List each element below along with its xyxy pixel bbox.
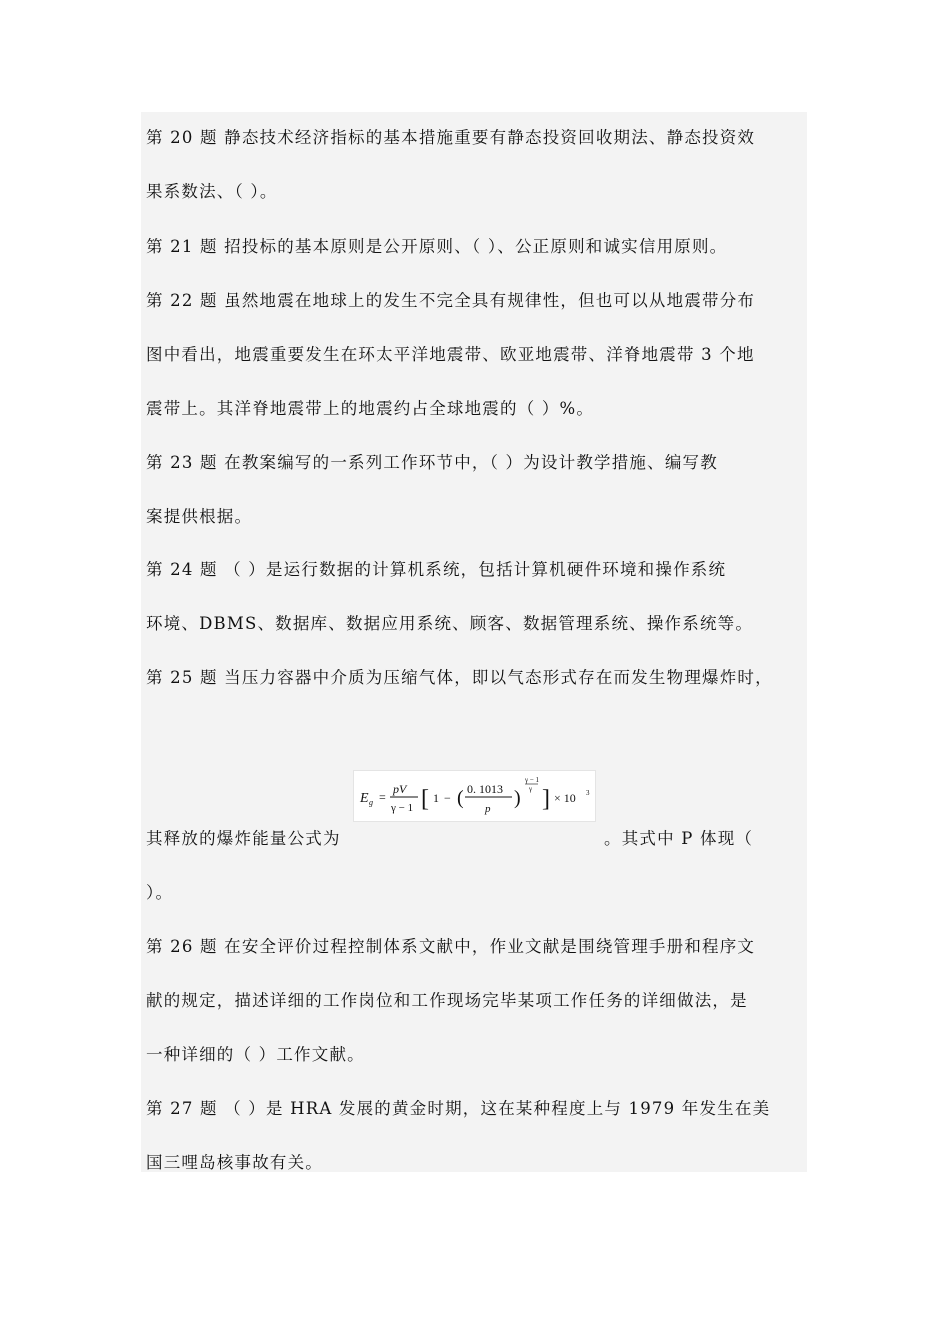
q26-line-2: 献的规定，描述详细的工作岗位和工作现场完毕某项工作任务的详细做法，是	[146, 991, 748, 1010]
q27-line-1: 第 27 题 （ ）是 HRA 发展的黄金时期，这在某种程度上与 1979 年发生在美	[146, 1099, 771, 1118]
formula-exponent: γ − 1	[525, 776, 540, 784]
q26-line-1: 第 26 题 在安全评价过程控制体系文献中，作业文献是围绕管理手册和程序文	[146, 937, 756, 956]
formula-numerator: pV	[393, 782, 407, 796]
q20-line-1: 第 20 题 静态技术经济指标的基本措施重要有静态投资回收期法、静态投资效	[146, 128, 756, 147]
formula-left-paren: (	[457, 787, 464, 809]
formula-denominator: γ − 1	[391, 802, 414, 814]
formula-minus: −	[444, 791, 451, 805]
formula-left-bracket: [	[421, 786, 429, 812]
content-panel	[141, 112, 807, 1172]
q24-line-1: 第 24 题 （ ）是运行数据的计算机系统，包括计算机硬件环境和操作系统	[146, 560, 727, 579]
q25-line-3: ）。	[146, 883, 174, 902]
formula-one: 1	[433, 791, 439, 805]
q23-line-2: 案提供根据。	[146, 507, 253, 526]
q24-line-2: 环境、DBMS、数据库、数据应用系统、顾客、数据管理系统、操作系统等。	[146, 614, 754, 633]
q25-line-2-left: 其释放的爆炸能量公式为	[146, 829, 341, 848]
explosion-energy-formula-image	[353, 770, 596, 822]
formula-lhs-sub: g	[369, 798, 373, 807]
formula-exponent-denominator: γ	[529, 785, 533, 793]
q22-line-3: 震带上。其洋脊地震带上的地震约占全球地震的（ ）%。	[146, 399, 595, 418]
formula-lhs: E	[360, 791, 369, 806]
formula-right-paren: )	[514, 787, 521, 809]
q23-line-1: 第 23 题 在教案编写的一系列工作环节中，（ ）为设计教学措施、编写教	[146, 453, 718, 472]
formula-power: 3	[586, 789, 590, 797]
q22-line-1: 第 22 题 虽然地震在地球上的发生不完全具有规律性，但也可以从地震带分布	[146, 291, 756, 310]
q20-line-2: 果系数法、（ ）。	[146, 182, 278, 201]
q25-line-2-right: 。其式中 P 体现（	[604, 829, 754, 848]
formula-right-bracket: ]	[542, 786, 550, 812]
formula-inner-denominator: p	[485, 803, 491, 815]
q27-line-2: 国三哩岛核事故有关。	[146, 1153, 323, 1172]
formula-times-ten: × 10	[554, 791, 576, 805]
formula-equals: =	[379, 790, 386, 804]
q22-line-2: 图中看出，地震重要发生在环太平洋地震带、欧亚地震带、洋脊地震带 3 个地	[146, 345, 755, 364]
q21-line-1: 第 21 题 招投标的基本原则是公开原则、（ ）、公正原则和诚实信用原则。	[146, 237, 728, 256]
q25-line-1: 第 25 题 当压力容器中介质为压缩气体，即以气态形式存在而发生物理爆炸时，	[146, 668, 773, 687]
q26-line-3: 一种详细的（ ）工作文献。	[146, 1045, 365, 1064]
formula-inner-numerator: 0. 1013	[467, 782, 503, 796]
